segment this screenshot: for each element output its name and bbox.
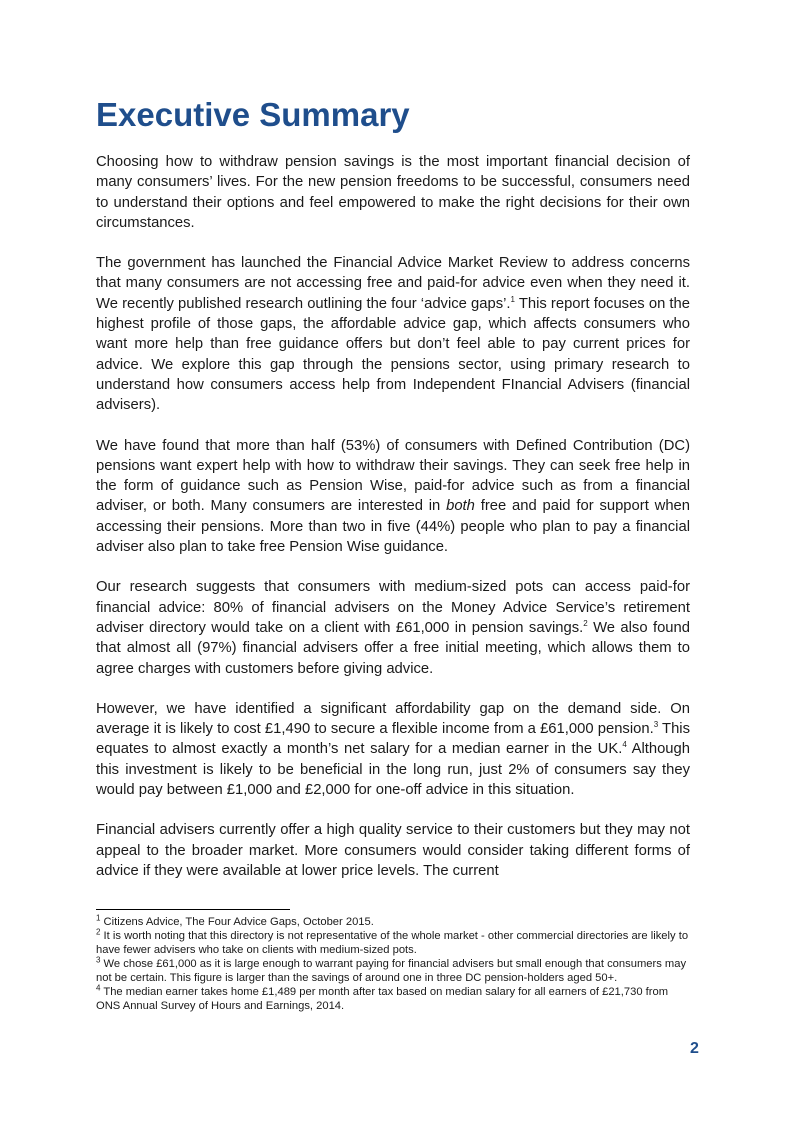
paragraph-6: [96, 820, 690, 881]
footnote-4: [96, 985, 690, 1013]
footnote-number: 4: [96, 983, 101, 993]
footnote-divider: [96, 909, 290, 910]
paragraph-1-text: Choosing how to withdraw pension savings is the most important financial decision of many consumers’ lives. For the new pension freedoms to be successful, consumers need to understand their options and feel empowered to make the right decisions for their own circumstances.: [96, 154, 690, 231]
page-number: 2: [690, 1040, 699, 1057]
paragraph-3-start: We have found that more than half (53%) of consumers with Defined Contribution (DC) pensions want expert help with how to withdraw their savings. They can seek free help in the form of guidance such as Pension Wise, paid-for advice such as from a financial adviser, or both. Many consumers are interested in: [96, 437, 690, 515]
footnotes: [96, 915, 690, 1013]
footnote-ref-4[interactable]: 4: [622, 740, 627, 750]
paragraph-4: [96, 577, 690, 678]
footnote-text: The median earner takes home £1,489 per month after tax based on median salary for all earners of £21,730 from ONS Annual Survey of Hours and Earnings, 2014.: [96, 986, 669, 1012]
footnote-text: It is worth noting that this directory is not representative of the whole market - other commercial directories are likely to have fewer advisers who take on clients with medium-sized pots.: [96, 930, 689, 956]
paragraph-2-text: The government has launched the Financial Advice Market Review to address concerns that many consumers are not accessing free and paid-for advice even when they need it. We recently published research outlining the four ‘advice gaps’.: [96, 255, 690, 312]
paragraph-5-c: Although this investment is likely to be beneficial in the long run, just 2% of consumers say they would pay between £1,000 and £2,000 for one-off advice in this situation.: [96, 741, 690, 799]
footnote-ref-2[interactable]: 2: [583, 619, 588, 629]
footnote-number: 1: [96, 913, 101, 923]
paragraph-2-rest: This report focuses on the highest profile of those gaps, the affordable advice gap, which affects consumers who want more help than free guidance offers but don’t feel able to pay current prices for advice. We explore this gap through the pensions sector, using primary research to understand how consumers access help from Independent FInancial Advisers (financial advisers).: [96, 295, 691, 414]
footnote-3: [96, 957, 690, 985]
paragraph-6-text: Financial advisers currently offer a high quality service to their customers but they may not appeal to the broader market. More consumers would consider taking different forms of advice if they were available at lower price levels. The current: [96, 822, 690, 879]
paragraph-3: [96, 436, 690, 558]
footnote-2: [96, 929, 690, 957]
footnote-text: We chose £61,000 as it is large enough to warrant paying for financial advisers but small enough that consumers may not be certain. This figure is larger than the savings of around one in three DC pension-holders aged 50+.: [96, 958, 687, 984]
paragraph-1: [96, 152, 690, 233]
footnote-number: 3: [96, 955, 101, 965]
paragraph-2: [96, 253, 690, 415]
body-text: [96, 152, 690, 901]
paragraph-3-end: free and paid for support when accessing their pensions. More than two in five (44%) people who plan to pay a financial adviser also plan to take free Pension Wise guidance.: [96, 498, 691, 556]
footnote-ref-1[interactable]: 1: [510, 294, 515, 304]
footnote-ref-3[interactable]: 3: [653, 720, 659, 730]
paragraph-3-emphasis: both: [446, 498, 475, 515]
footnote-text: Citizens Advice, The Four Advice Gaps, October 2015.: [100, 916, 374, 928]
footnote-number: 2: [96, 927, 101, 937]
page-title: Executive Summary: [96, 96, 410, 133]
footnote-1: [96, 915, 690, 929]
paragraph-4-text: Our research suggests that consumers with medium-sized pots can access paid-for financial advice: 80% of financial advisers on the Money Advice Service’s retirement adviser directory would take on a client with £61,000 in pension savings.: [96, 579, 690, 636]
paragraph-5-a: However, we have identified a significant affordability gap on the demand side. On average it is likely to cost £1,490 to secure a flexible income from a £61,000 pension.: [96, 700, 690, 738]
paragraph-4-rest: We also found that almost all (97%) financial advisers offer a free initial meeting, which allows them to agree charges with customers before giving advice.: [96, 619, 690, 677]
paragraph-5: [96, 699, 690, 800]
paragraph-5-b: This equates to almost exactly a month’s net salary for a median earner in the UK.: [96, 721, 690, 758]
